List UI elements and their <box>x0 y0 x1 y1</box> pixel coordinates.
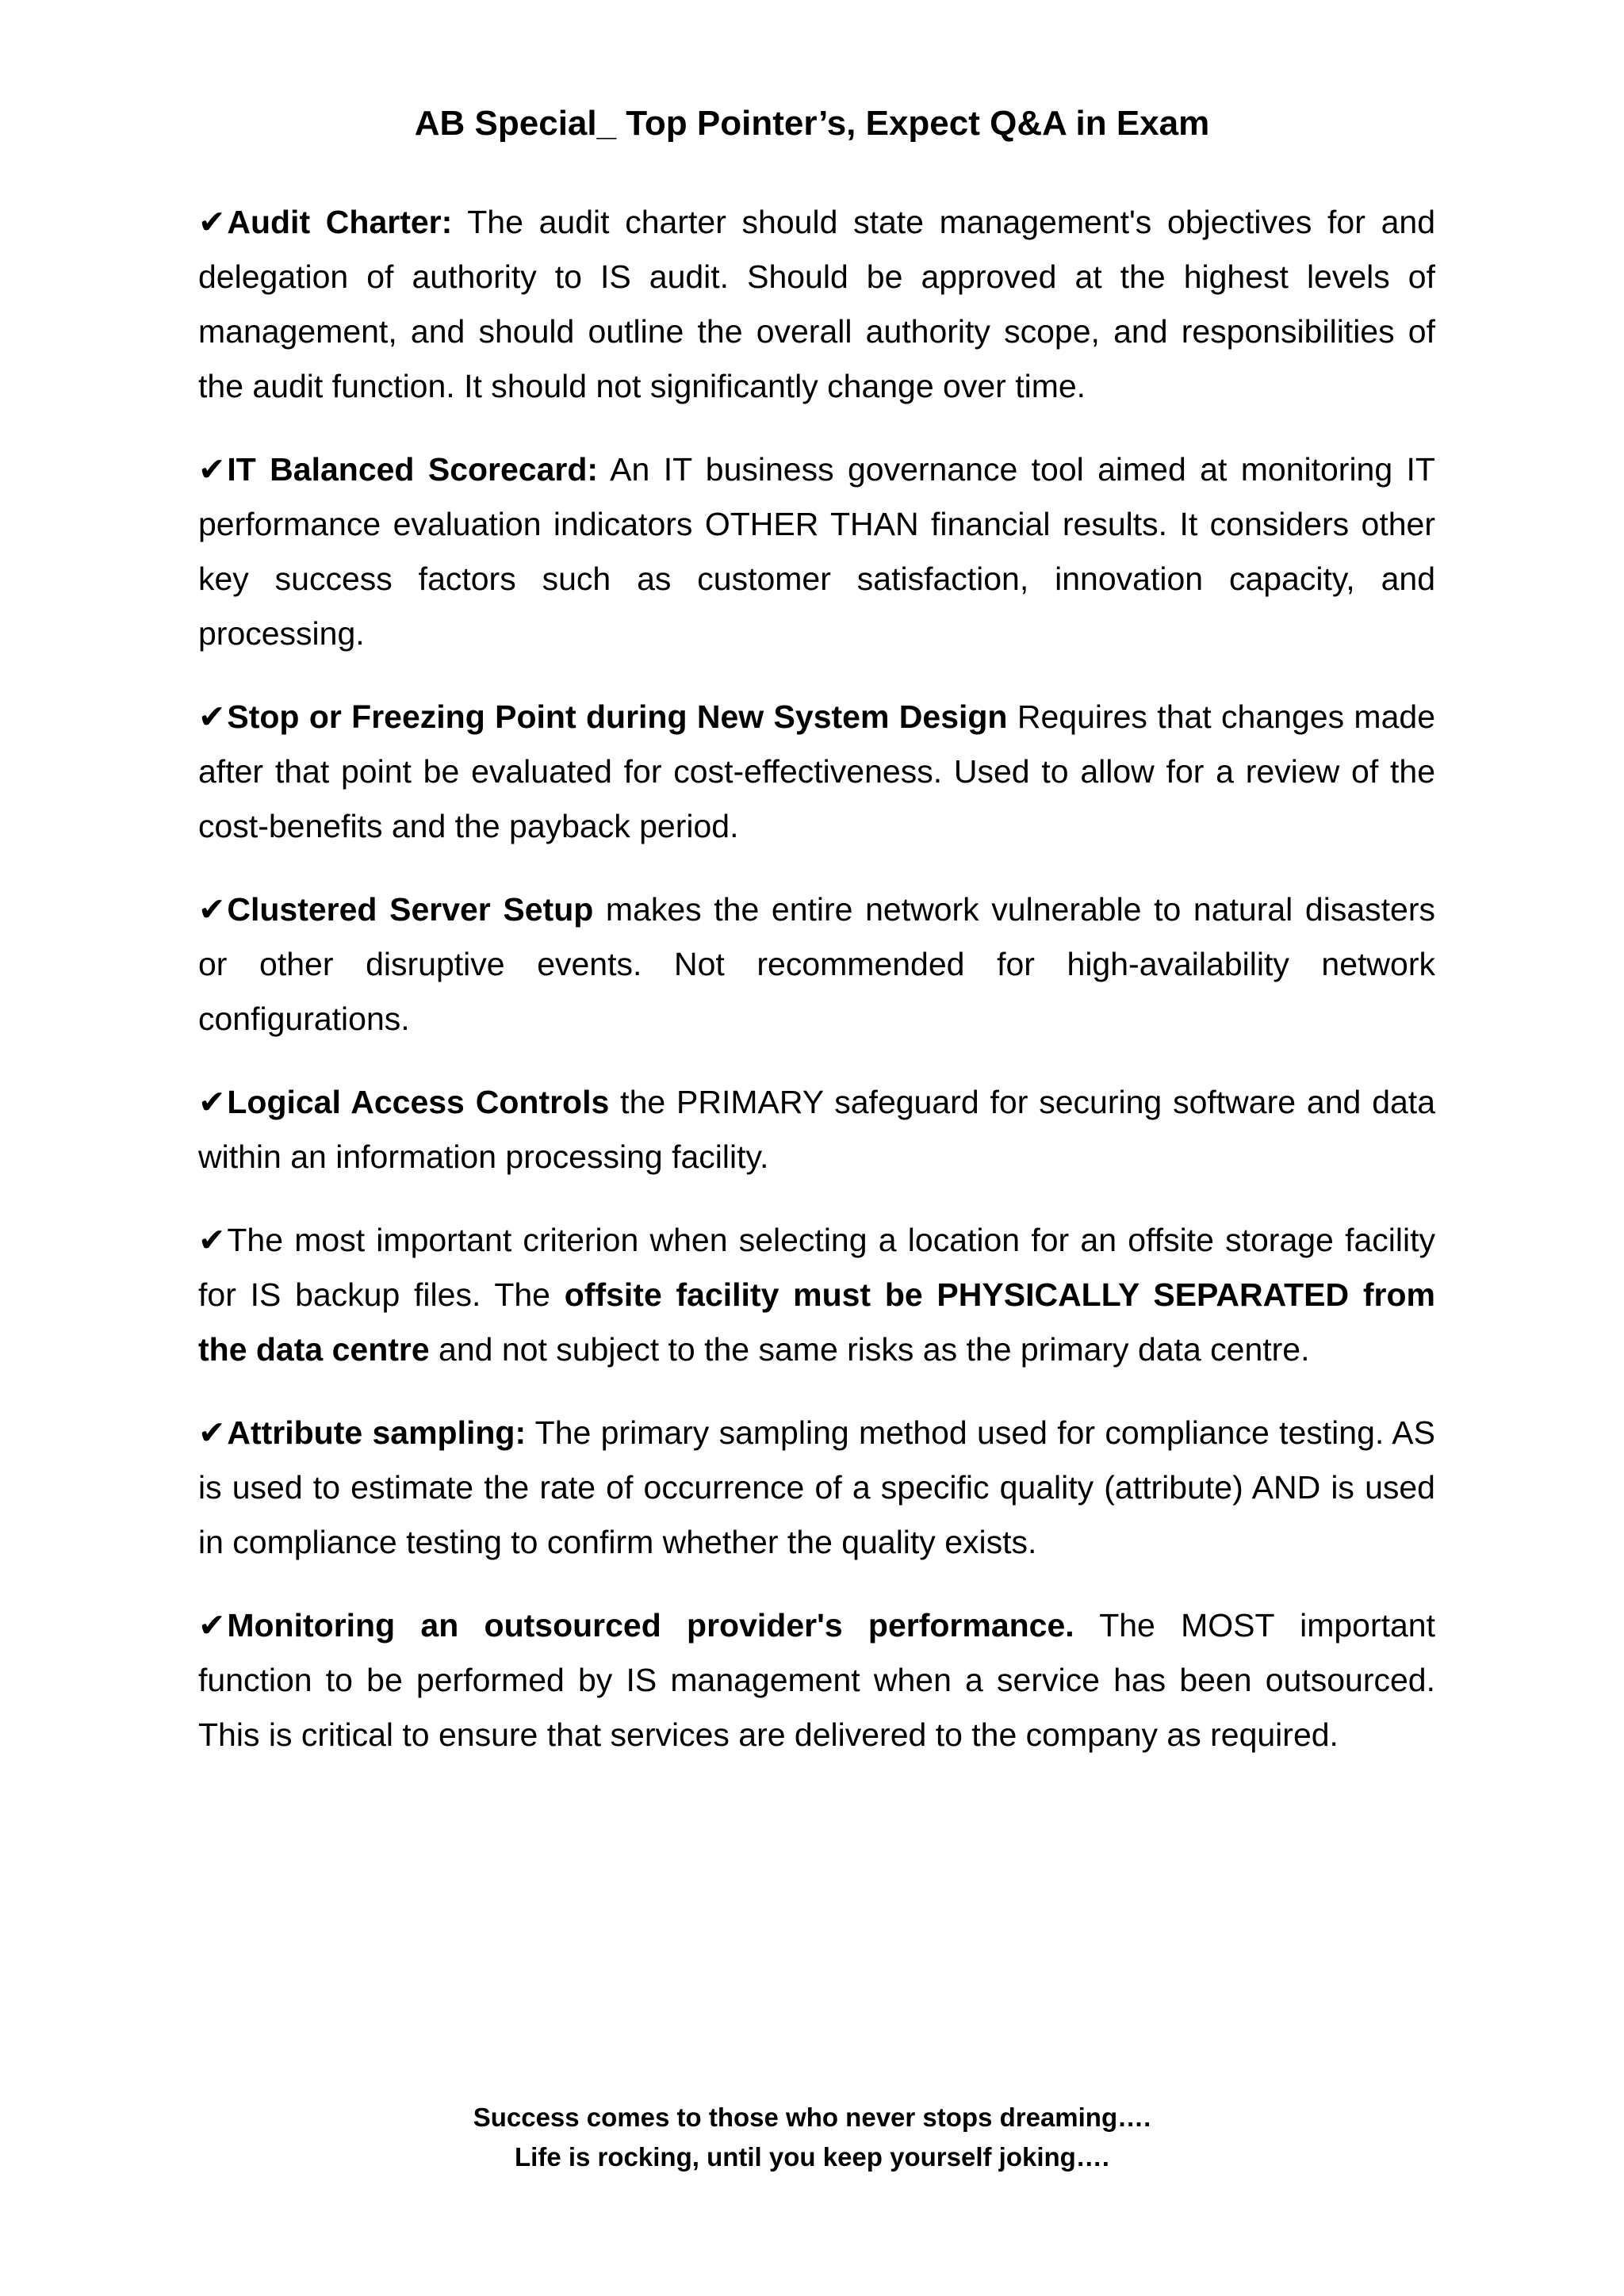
pointer-heading: Audit Charter: <box>227 204 453 240</box>
pointer-attribute-sampling <box>198 1406 1435 1570</box>
checkmark-icon: ✔ <box>198 1221 226 1259</box>
page-title: AB Special_ Top Pointer’s, Expect Q&A in Exam <box>414 104 1210 143</box>
pointer-text: The audit charter should state management's objectives for and delegation of authority to IS audit. Should be approved at the highest levels of management, and should outline the overall authority scope, and responsibilities of the audit function. It should not significantly change over time. <box>198 204 1436 404</box>
pointer-text: An IT business governance tool aimed at monitoring IT performance evaluation indicators OTHER THAN financial results. It considers other key success factors such as customer satisfaction, innovation capacity, and processing. <box>198 451 1435 652</box>
pointer-text: and not subject to the same risks as the primary data centre. <box>429 1331 1310 1368</box>
pointer-text: The most important criterion when selecting a location for an offsite storage facility for IS backup files. The <box>198 1222 1435 1313</box>
pointer-heading: Stop or Freezing Point during New System Design <box>227 698 1008 735</box>
checkmark-icon: ✔ <box>198 1083 226 1121</box>
footer-line-2: Life is rocking, until you keep yourself joking…. <box>515 2142 1109 2172</box>
pointer-audit-charter <box>198 195 1435 414</box>
pointer-heading: Logical Access Controls <box>227 1084 610 1120</box>
pointer-freezing-point <box>198 690 1435 854</box>
pointer-text: Requires that changes made after that point be evaluated for cost-effectiveness. Used to allow for a review of the cost-benefits and the payback period. <box>198 698 1435 844</box>
pointer-outsourced-provider <box>198 1598 1435 1762</box>
pointer-clustered-server <box>198 882 1435 1047</box>
pointer-offsite-storage <box>198 1213 1435 1377</box>
pointer-logical-access-controls <box>198 1075 1435 1184</box>
pointer-heading: Attribute sampling: <box>227 1414 527 1451</box>
checkmark-icon: ✔ <box>198 698 226 736</box>
pointer-heading: Clustered Server Setup <box>227 891 594 928</box>
pointer-heading: Monitoring an outsourced provider's performance. <box>227 1607 1074 1644</box>
footer-line-1: Success comes to those who never stops dreaming…. <box>473 2103 1151 2132</box>
checkmark-icon: ✔ <box>198 1606 226 1644</box>
pointer-list <box>198 195 1435 1791</box>
checkmark-icon: ✔ <box>198 203 226 241</box>
checkmark-icon: ✔ <box>198 1414 226 1452</box>
pointer-it-balanced-scorecard <box>198 442 1435 661</box>
pointer-text: The primary sampling method used for compliance testing. AS is used to estimate the rate of occurrence of a specific quality (attribute) AND is used in compliance testing to confirm whether the quality exists. <box>198 1414 1435 1560</box>
page-footer <box>0 2098 1624 2177</box>
pointer-text: the PRIMARY safeguard for securing software and data within an information processing facility. <box>198 1084 1435 1175</box>
checkmark-icon: ✔ <box>198 890 226 928</box>
pointer-text: makes the entire network vulnerable to natural disasters or other disruptive events. Not recommended for high-availability network configurations. <box>198 891 1435 1037</box>
pointer-heading: IT Balanced Scorecard: <box>227 451 599 488</box>
pointer-emphasis: offsite facility must be PHYSICALLY SEPARATED from the data centre <box>198 1276 1435 1368</box>
pointer-text: The MOST important function to be performed by IS management when a service has been outsourced. This is critical to ensure that services are delivered to the company as required. <box>198 1607 1435 1753</box>
checkmark-icon: ✔ <box>198 450 226 488</box>
